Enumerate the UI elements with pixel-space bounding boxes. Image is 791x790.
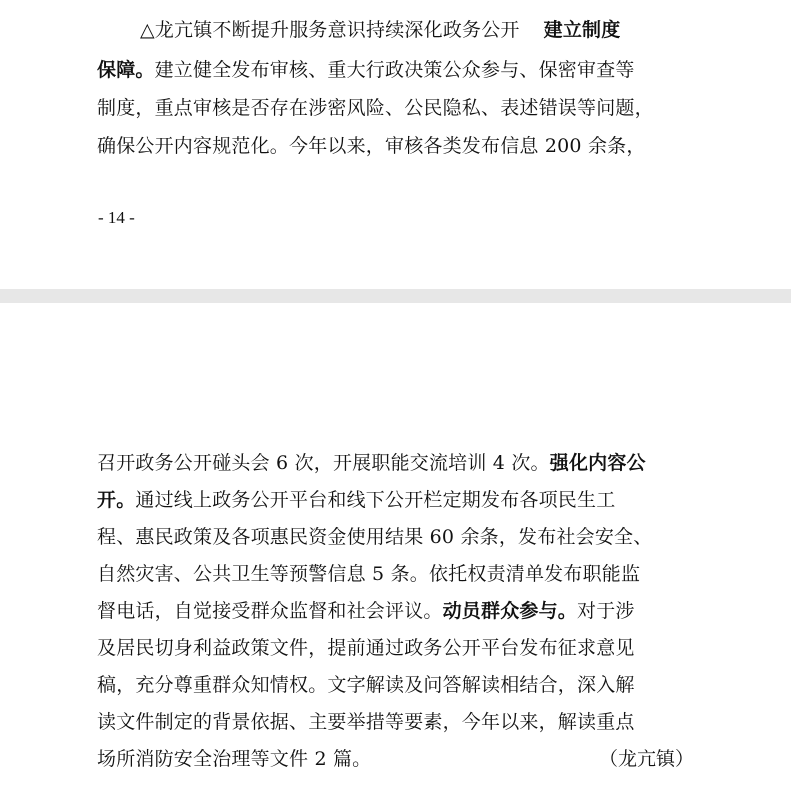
- bold-subheading-tail: 保障。: [97, 59, 155, 81]
- body-text-line: 确保公开内容规范化。今年以来，审核各类发布信息 200 余条，: [97, 135, 646, 157]
- body-text-line: 开。通过线上政务公开平台和线下公开栏定期发布各项民生工: [97, 489, 616, 511]
- source-attribution: （龙亢镇）: [598, 748, 694, 770]
- page-number: - 14 -: [98, 208, 135, 227]
- bold-subheading: 动员群众参与。: [442, 600, 578, 622]
- body-text-line: 场所消防安全治理等文件 2 篇。: [97, 748, 372, 770]
- body-text-line: 程、惠民政策及各项惠民资金使用结果 60 余条，发布社会安全、: [97, 526, 653, 548]
- body-text-line: 自然灾害、公共卫生等预警信息 5 条。依托权责清单发布职能监: [97, 563, 641, 585]
- bold-subheading: 强化内容公: [549, 452, 646, 474]
- document-page-14: [0, 0, 791, 289]
- body-text-line: 督电话，自觉接受群众监督和社会评议。动员群众参与。对于涉: [97, 600, 635, 622]
- body-text-line: 召开政务公开碰头会 6 次，开展职能交流培训 4 次。强化内容公: [97, 452, 646, 474]
- body-text-line: 读文件制定的背景依据、主要举措等要素，今年以来，解读重点: [97, 711, 635, 733]
- body-text-line: 稿，充分尊重群众知情权。文字解读及问答解读相结合，深入解: [97, 674, 635, 696]
- body-text-line: 保障。建立健全发布审核、重大行政决策公众参与、保密审查等: [97, 59, 635, 81]
- document-page-15: [0, 303, 791, 790]
- body-text-line: 制度，重点审核是否存在涉密风险、公民隐私、表述错误等问题，: [97, 97, 654, 119]
- paragraph-heading-line: [140, 17, 620, 43]
- section-title: △龙亢镇不断提升服务意识持续深化政务公开: [140, 19, 520, 41]
- bold-subheading: 建立制度: [543, 19, 621, 41]
- body-text-line: 及居民切身利益政策文件，提前通过政务公开平台发布征求意见: [97, 637, 635, 659]
- bold-subheading-tail: 开。: [97, 489, 136, 511]
